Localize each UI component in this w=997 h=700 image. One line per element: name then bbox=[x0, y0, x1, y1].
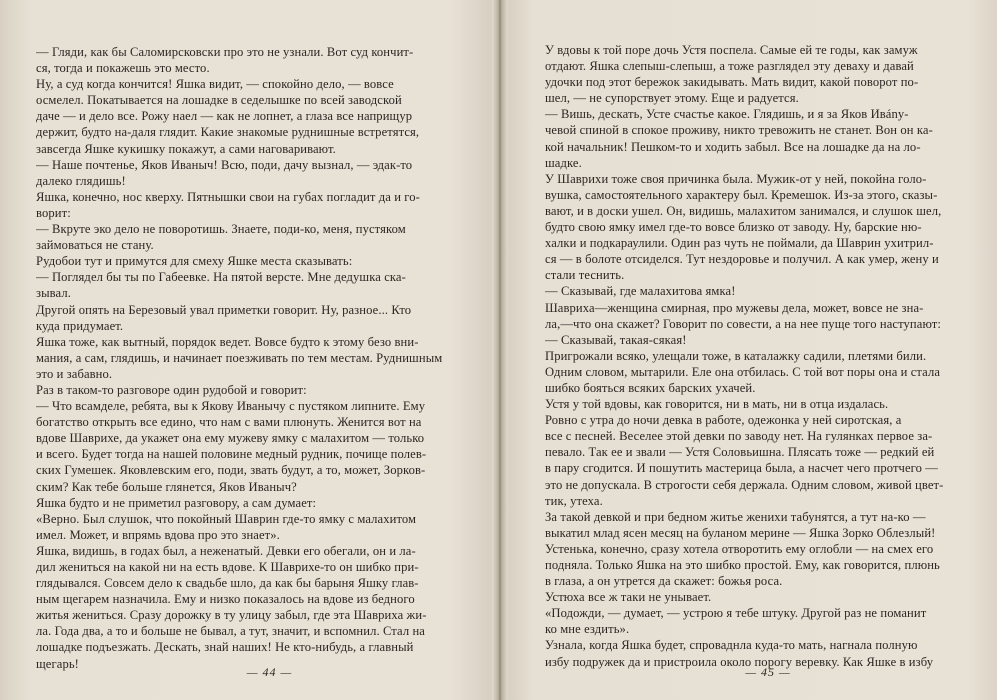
text-line: Узнала, когда Яшка будет, спроваднла куда-то мать, нагнала полную bbox=[545, 638, 918, 653]
text-line: займоваться не стану. bbox=[36, 238, 154, 253]
text-line: богатство открыть все едино, что нам с вами плюнуть. Женится вот на bbox=[36, 415, 422, 430]
text-line: Устюха все ж таки не унывает. bbox=[545, 590, 712, 605]
text-line: Яшка, видишь, в годах был, а неженатый. Девки его обегали, он и ла- bbox=[36, 543, 416, 558]
right-page-text bbox=[545, 42, 981, 670]
text-line: ся — в болоте отсиделся. Тут нездоровье и получил. А как умер, жену и bbox=[545, 252, 939, 267]
text-line: все с песней. Веселее этой девки по заводу нет. На гулянках первое за- bbox=[545, 429, 933, 444]
text-line: У вдовы к той поре дочь Устя поспела. Самые ей те годы, как замуж bbox=[545, 43, 918, 57]
text-line: ворит: bbox=[36, 205, 71, 220]
text-line: — Вишь, дескать, Усте счастье какое. Глядишь, и я за Яков Ивány- bbox=[545, 107, 909, 122]
text-line: имел. Может, и впрямь вдова про это знает». bbox=[36, 527, 280, 542]
text-line: вушка, самостоятельного характеру был. Кремешок. Из-за этого, сказы- bbox=[545, 187, 938, 202]
text-line: халки и подкараулили. Один раз чуть не поймали, да Шаврин ухитрил- bbox=[545, 236, 934, 251]
text-line: осмелел. Покатывается на лошадке в седелышке по всей заводской bbox=[36, 93, 402, 108]
text-line: отдают. Яшка слепыш-слепыш, а тоже разглядел эту деваху и давай bbox=[545, 59, 914, 74]
text-line: вают, и в доски ушел. Он, видишь, малахитом занимался, и слушок шел, bbox=[545, 203, 942, 218]
text-line: щегарь! bbox=[36, 656, 79, 671]
text-line: Устя у той вдовы, как говорится, ни в мать, ни в отца издалась. bbox=[545, 397, 889, 412]
text-line: певало. Так ее и звали — Устя Соловьишна. Плясать тоже — редкий ей bbox=[545, 445, 935, 460]
text-line: — Что всамделе, ребята, вы к Якову Иванычу с пустяком липните. Ему bbox=[36, 399, 426, 414]
text-line: удочки под этот бережок закидывать. Мать видит, какой поворот по- bbox=[545, 75, 919, 90]
text-line: Яшка будто и не приметил разговору, а сам думает: bbox=[36, 495, 317, 510]
text-line: Другой опять на Березовый увал приметки говорит. Ну, разное... Кто bbox=[36, 302, 412, 317]
text-line: Устенька, конечно, сразу хотела отворотить ему оглобли — на смех его bbox=[545, 541, 934, 556]
text-line: и всего. Будет тогда на нашей половине медный рудник, почище полев- bbox=[36, 447, 427, 462]
text-line: в пару сгодится. И пошутить мастерица была, а насчет чего протчего — bbox=[545, 461, 938, 476]
text-line: — Поглядел бы ты по Габеевке. На пятой версте. Мне дедушка ска- bbox=[36, 270, 406, 285]
text-line: Ровно с утра до ночи девка в работе, одежонка у ней сиротская, а bbox=[545, 413, 902, 428]
text-line: — Гляди, как бы Саломирсковски про это не узнали. Вот суд кончит- bbox=[36, 45, 414, 59]
text-line: Рудобои тут и примутся для смеху Яшке места сказывать: bbox=[36, 254, 353, 269]
text-line: житья жениться. Сразу дорожку в ту улицу забыл, где эта Шавриха жи- bbox=[36, 608, 427, 623]
text-line: ла. Года два, а то и больше не бывал, а тут, значит, и вспомнил. Стал на bbox=[36, 624, 426, 639]
text-line: Шавриха—женщина смирная, про мужевы дела, может, вовсе не зна- bbox=[545, 300, 924, 315]
left-page-number: — 44 — bbox=[246, 665, 293, 679]
text-line: дил жениться на какой ни на есть вдове. К Шаврихе-то он шибко при- bbox=[36, 560, 419, 574]
text-line: ским? Как тебе больше глянется, Яков Иваныч? bbox=[36, 479, 297, 494]
right-page bbox=[499, 0, 997, 700]
text-line: глядывался. Совсем дело к свадьбе шло, да как бы барыня Яшку глав- bbox=[36, 576, 419, 591]
text-line: ских Гумешек. Яковлевским его, поди, звать будут, а то, может, Зорков- bbox=[36, 463, 426, 478]
text-line: Яшка тоже, как вытный, порядок ведет. Вовсе будто к этому безо вни- bbox=[36, 334, 419, 349]
text-line: «Подожди, — думает, — устрою я тебе штуку. Другой раз не поманит bbox=[545, 606, 927, 621]
text-line: Одним словом, мытарили. Еле она отбилась. С той вот поры она и стала bbox=[545, 364, 941, 379]
text-line: — Вкруте эко дело не поворотишь. Знаете, поди-ко, меня, пустяком bbox=[36, 222, 406, 237]
text-line: За такой девкой и при бедном житье женихи табунятся, а тут на-ко — bbox=[545, 509, 926, 524]
text-line: куда придумает. bbox=[36, 318, 124, 333]
text-line: Ну, а суд когда кончится! Яшка видит, — спокойно дело, — вовсе bbox=[36, 77, 394, 92]
text-line: далеко глядишь! bbox=[36, 173, 126, 188]
text-line: даче — и дело все. Рожу наел — как не лопнет, а глаза все наприщур bbox=[36, 109, 413, 124]
right-page-number: — 45 — bbox=[745, 665, 791, 679]
text-line: ся, тогда и покажешь это место. bbox=[36, 61, 210, 76]
text-line: вдове Шаврихе, да укажет она ему мужеву ямку с малахитом — только bbox=[36, 431, 425, 446]
text-line: «Верно. Был слушок, что покойный Шаврин где-то ямку с малахитом bbox=[36, 511, 417, 526]
text-line: шел, — не супорствует этому. Еще и радуется. bbox=[545, 91, 799, 106]
text-line: ла,—что она скажет? Говорит по совести, а на нее пуще того наступают: bbox=[545, 316, 941, 331]
text-line: стали теснить. bbox=[545, 268, 625, 283]
text-line: У Шаврихи тоже своя причинка была. Мужик-от у ней, покойна голо- bbox=[545, 171, 927, 186]
text-line: шибко бояться всяких барских ухачей. bbox=[545, 380, 756, 395]
text-line: Яшка, конечно, нос кверху. Пятнышки свои на губах погладит да и го- bbox=[36, 189, 420, 204]
text-line: это и забавно. bbox=[36, 366, 113, 381]
text-line: Пригрожали всяко, улещали тоже, в каталажку садили, плетями били. bbox=[545, 348, 927, 363]
text-line: лошадке подъезжать. Дескать, знай наших! Не кто-нибудь, а главный bbox=[36, 640, 414, 655]
text-line: это не допускала. В строгости себя держала. Одним словом, живой цвет- bbox=[545, 477, 944, 492]
text-line: Раз в таком-то разговоре один рудобой и говорит: bbox=[36, 382, 307, 397]
text-line: шадке. bbox=[545, 155, 582, 170]
text-line: кой начальник! Пешком-то и ходить забыл. Все на лошадке да на ло- bbox=[545, 139, 921, 154]
text-line: ным щегарем назначила. Ему и низко показалось на вдове из бедного bbox=[36, 592, 415, 607]
text-line: выкатил млад ясен месяц на буланом мерине — Яшка Зорко Облезлый! bbox=[545, 525, 936, 540]
text-line: — Сказывай, такая-сякая! bbox=[545, 332, 687, 347]
text-line: избу подружек да и пристроила около порогу веревку. Как Яшке в избу bbox=[545, 654, 934, 669]
text-line: зывал. bbox=[36, 286, 71, 301]
text-line: чевой спиной в спокое проживу, никто тревожить не станет. Вон он ка- bbox=[545, 123, 933, 138]
text-line: ко мне ездить». bbox=[545, 622, 630, 637]
text-line: мания, а сам, глядишь, и начинает поезживать по тем местам. Руднишным bbox=[36, 350, 443, 365]
text-line: подняла. Только Яшка на это шибко простой. Ему, как говорится, плюнь bbox=[545, 558, 940, 572]
text-line: — Наше почтенье, Яков Иваныч! Всю, поди, дачу вызнал, — эдак-то bbox=[36, 157, 413, 172]
text-line: держит, будто на-даля глядит. Какие знакомые руднишные встретятся, bbox=[36, 125, 420, 140]
left-page-text bbox=[36, 44, 481, 672]
text-line: будто свою ямку имел где-то вовсе близко от заводу. Ну, барские ню- bbox=[545, 220, 922, 235]
book-gutter bbox=[492, 0, 508, 700]
text-line: — Сказывай, где малахитова ямка! bbox=[545, 284, 736, 299]
text-line: завсегда Яшке кукишку покажут, а сами наговаривают. bbox=[36, 141, 336, 156]
text-line: в глаза, а он утрется да скажет: божья роса. bbox=[545, 574, 783, 589]
text-line: тик, утеха. bbox=[545, 493, 603, 508]
